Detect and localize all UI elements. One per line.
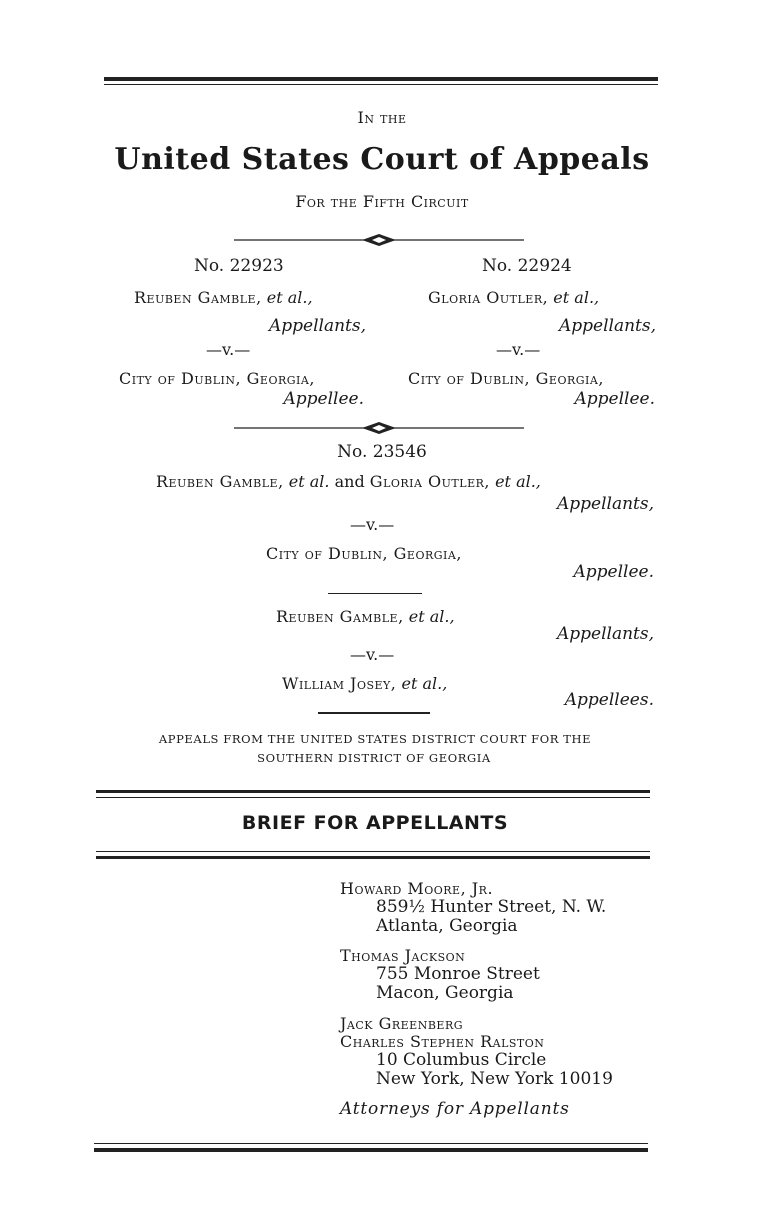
attorney-name-moore: Howard Moore, Jr.: [340, 879, 494, 898]
versus-josey: —v.—: [350, 645, 395, 664]
appellant-combined-name2: Gloria Outler,: [369, 472, 490, 491]
appellant-josey-role: Appellants,: [556, 624, 654, 644]
attorney-jackson-address-2: Macon, Georgia: [376, 983, 514, 1003]
appellee-josey-name: William Josey,: [282, 674, 397, 693]
attorney-moore-address-1: 859½ Hunter Street, N. W.: [376, 897, 607, 917]
top-rule-thick: [104, 77, 658, 81]
brief-rule-bottom-thick: [96, 856, 650, 859]
attorney-moore-address-2: Atlanta, Georgia: [376, 916, 518, 936]
appellee-josey: [282, 674, 447, 693]
appellant-combined-etal2: et al.,: [495, 472, 541, 491]
appellant-combined-role: Appellants,: [556, 494, 654, 514]
appellant-left-role: Appellants,: [268, 316, 366, 336]
ornament-rule-2: [234, 420, 524, 439]
attorney-name-greenberg: Jack Greenberg: [340, 1014, 464, 1033]
appellee-josey-role: Appellees.: [564, 690, 654, 710]
appellant-combined-and: and: [334, 472, 365, 491]
appellant-right-name: Gloria Outler,: [428, 288, 549, 307]
attorney-name-ralston: Charles Stephen Ralston: [340, 1032, 545, 1051]
appellant-right: [428, 288, 599, 307]
appellant-josey: [276, 607, 455, 626]
circuit-label: For the Fifth Circuit: [295, 192, 469, 211]
case-number-left: No. 22923: [194, 256, 284, 276]
appellant-combined-etal1: et al.: [288, 472, 330, 491]
attorney-ralston-address-1: 10 Columbus Circle: [376, 1050, 547, 1070]
bottom-rule-thin: [94, 1143, 648, 1144]
appellee-combined-role: Appellee.: [573, 562, 654, 582]
appeal-origin-line2: SOUTHERN DISTRICT OF GEORGIA: [257, 751, 491, 765]
attorney-ralston-address-2: New York, New York 10019: [376, 1069, 613, 1089]
brief-title: BRIEF FOR APPELLANTS: [241, 812, 509, 834]
appellee-right-name: City of Dublin, Georgia,: [408, 369, 604, 388]
appeal-origin-line1: APPEALS FROM THE UNITED STATES DISTRICT COURT FOR THE: [158, 732, 592, 746]
appellant-combined-name1: Reuben Gamble,: [156, 472, 284, 491]
appellant-left: [134, 288, 313, 307]
attorneys-for-label: Attorneys for Appellants: [340, 1099, 570, 1119]
versus-combined: —v.—: [350, 515, 395, 534]
appellee-combined-name: City of Dublin, Georgia,: [266, 544, 462, 563]
brief-rule-top-thin: [96, 797, 650, 798]
appellant-josey-etal: et al.,: [408, 607, 455, 626]
case-number-combined: No. 23546: [337, 442, 427, 462]
bottom-rule-thick: [94, 1148, 648, 1152]
brief-rule-bottom-thin: [96, 851, 650, 852]
versus-left: —v.—: [206, 340, 251, 359]
appellant-left-name: Reuben Gamble,: [134, 288, 262, 307]
appellee-josey-etal: et al.,: [401, 674, 448, 693]
appellant-left-etal: et al.,: [266, 288, 313, 307]
in-the-label: In the: [357, 108, 407, 127]
appellant-josey-name: Reuben Gamble,: [276, 607, 404, 626]
top-rule-thin: [104, 84, 658, 85]
attorney-name-jackson: Thomas Jackson: [340, 946, 466, 965]
short-rule-1: [328, 593, 422, 594]
ornament-rule-1: [234, 232, 524, 251]
case-number-right: No. 22924: [482, 256, 572, 276]
versus-right: —v.—: [496, 340, 541, 359]
appellee-left-name: City of Dublin, Georgia,: [119, 369, 315, 388]
court-title: United States Court of Appeals: [114, 142, 650, 177]
appellant-right-etal: et al.,: [553, 288, 600, 307]
appellants-combined: [156, 472, 541, 491]
appellee-left-role: Appellee.: [283, 389, 364, 409]
attorney-jackson-address-1: 755 Monroe Street: [376, 964, 540, 984]
appellant-right-role: Appellants,: [558, 316, 656, 336]
short-rule-2: [318, 712, 430, 714]
brief-rule-top-thick: [96, 790, 650, 793]
appellee-right-role: Appellee.: [574, 389, 655, 409]
